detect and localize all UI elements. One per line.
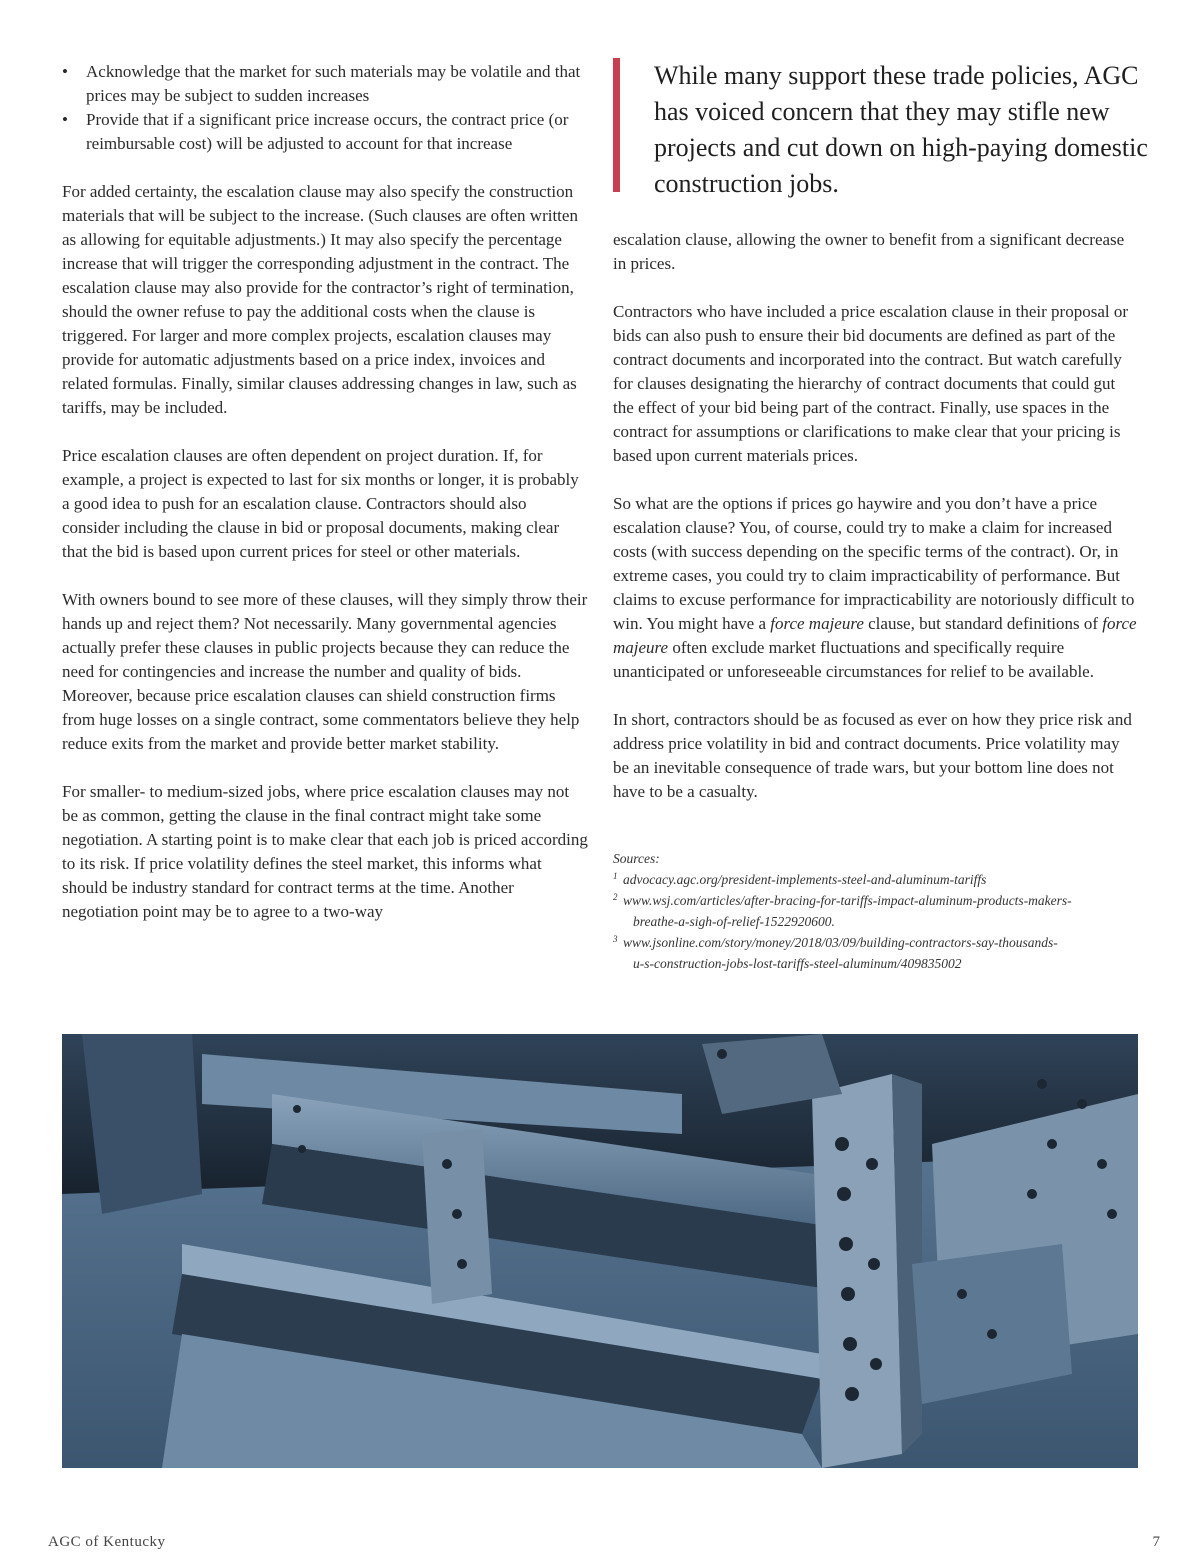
steel-beams-photo bbox=[62, 1034, 1138, 1468]
source-link-continued[interactable]: breathe-a-sigh-of-relief-1522920600. bbox=[633, 914, 835, 929]
source-link[interactable]: www.jsonline.com/story/money/2018/03/09/building-contractors-say-thousands- bbox=[623, 935, 1058, 950]
sources-heading: Sources: bbox=[613, 851, 660, 866]
source-number: 1 bbox=[613, 871, 618, 881]
body-paragraph: With owners bound to see more of these clauses, will they simply throw their hands up and reject them? Not necessarily. Many governmental agencies actually prefer these clauses in public projects because they can reduce the need for contingencies and increase the number and quality of bids. Moreover, because price escalation clauses can shield construction firms from huge losses on a single contract, some commentators believe they help reduce exits from the market and provide better market stability. bbox=[62, 590, 588, 753]
body-paragraph bbox=[613, 492, 1139, 684]
source-number: 2 bbox=[613, 892, 618, 902]
pull-quote bbox=[613, 58, 1153, 198]
list-item: • Provide that if a significant price increase occurs, the contract price (or reimbursable cost) will be adjusted to account for that increase bbox=[86, 108, 588, 156]
left-column bbox=[62, 60, 588, 948]
text-run: often exclude market fluctuations and specifically require unanticipated or unforeseeable circumstances for relief to be available. bbox=[613, 638, 1094, 681]
pull-quote-text: While many support these trade policies, AGC has voiced concern that they may stifle new projects and cut down on high-paying domestic construction jobs. bbox=[654, 61, 1148, 198]
page-number: 7 bbox=[1152, 1534, 1160, 1550]
body-paragraph: escalation clause, allowing the owner to benefit from a significant decrease in prices. bbox=[613, 230, 1125, 273]
source-item bbox=[613, 869, 1153, 890]
source-number: 3 bbox=[613, 934, 618, 944]
steel-beams-illustration bbox=[62, 1034, 1138, 1468]
body-paragraph: For added certainty, the escalation clause may also specify the construction materials that will be subject to the increase. (Such clauses are often written as allowing for equitable adjustments.) It may also specify the percentage increase that will trigger the corresponding adjustment in the contract. The escalation clause may also provide for the contractor’s right of termination, should the owner refuse to pay the additional costs when the clause is triggered. For larger and more complex projects, escalation clauses may provide for automatic adjustments based on a price index, invoices and related formulas. Finally, similar clauses addressing changes in law, such as tariffs, may be included. bbox=[62, 182, 578, 417]
text-run: clause, but standard definitions of bbox=[863, 614, 1103, 633]
source-link[interactable]: www.wsj.com/articles/after-bracing-for-tariffs-impact-aluminum-products-makers- bbox=[623, 893, 1072, 908]
italic-term: force majeure bbox=[770, 614, 864, 633]
bullet-list bbox=[62, 60, 588, 156]
italic-term: force majeure bbox=[613, 614, 1137, 657]
text-run: So what are the options if prices go haywire and you don’t have a price escalation clause? You, of course, could try to make a claim for increased costs (with success depending on the specific terms of the contract). Or, in extreme cases, you could try to claim impracticability of performance. But claims to excuse performance for impracticability are notoriously difficult to win. You might have a bbox=[613, 494, 1135, 633]
sources-list bbox=[613, 848, 1153, 974]
right-column bbox=[613, 228, 1139, 828]
source-item bbox=[613, 932, 1153, 974]
list-item: • Acknowledge that the market for such materials may be volatile and that prices may be subject to sudden increases bbox=[86, 60, 588, 108]
publication-name: AGC of Kentucky bbox=[48, 1534, 166, 1550]
body-paragraph: In short, contractors should be as focused as ever on how they price risk and address price volatility in bid and contract documents. Price volatility may be an inevitable consequence of trade wars, but your bottom line does not have to be a casualty. bbox=[613, 710, 1132, 801]
source-link-continued[interactable]: u-s-construction-jobs-lost-tariffs-steel-aluminum/409835002 bbox=[633, 956, 962, 971]
body-paragraph: Price escalation clauses are often dependent on project duration. If, for example, a project is expected to last for six months or longer, it is probably a good idea to push for an escalation clause. Contractors should also consider including the clause in bid or proposal documents, making clear that the bid is based upon current prices for steel or other materials. bbox=[62, 446, 579, 561]
body-paragraph: Contractors who have included a price escalation clause in their proposal or bids can also push to ensure their bid documents are defined as part of the contract documents and incorporated into the contract. But watch carefully for clauses designating the hierarchy of contract documents that could gut the effect of your bid being part of the contract. Finally, use spaces in the contract for assumptions or clarifications to make clear that your pricing is based upon current materials prices. bbox=[613, 302, 1129, 465]
source-item bbox=[613, 890, 1153, 932]
body-paragraph: For smaller- to medium-sized jobs, where price escalation clauses may not be as common, getting the clause in the final contract might take some negotiation. A starting point is to make clear that each job is priced according to its risk. If price volatility defines the steel market, this informs what should be industry standard for contract terms at the time. Another negotiation point may be to agree to a two-way bbox=[62, 782, 588, 921]
source-link[interactable]: advocacy.agc.org/president-implements-steel-and-aluminum-tariffs bbox=[623, 872, 987, 887]
